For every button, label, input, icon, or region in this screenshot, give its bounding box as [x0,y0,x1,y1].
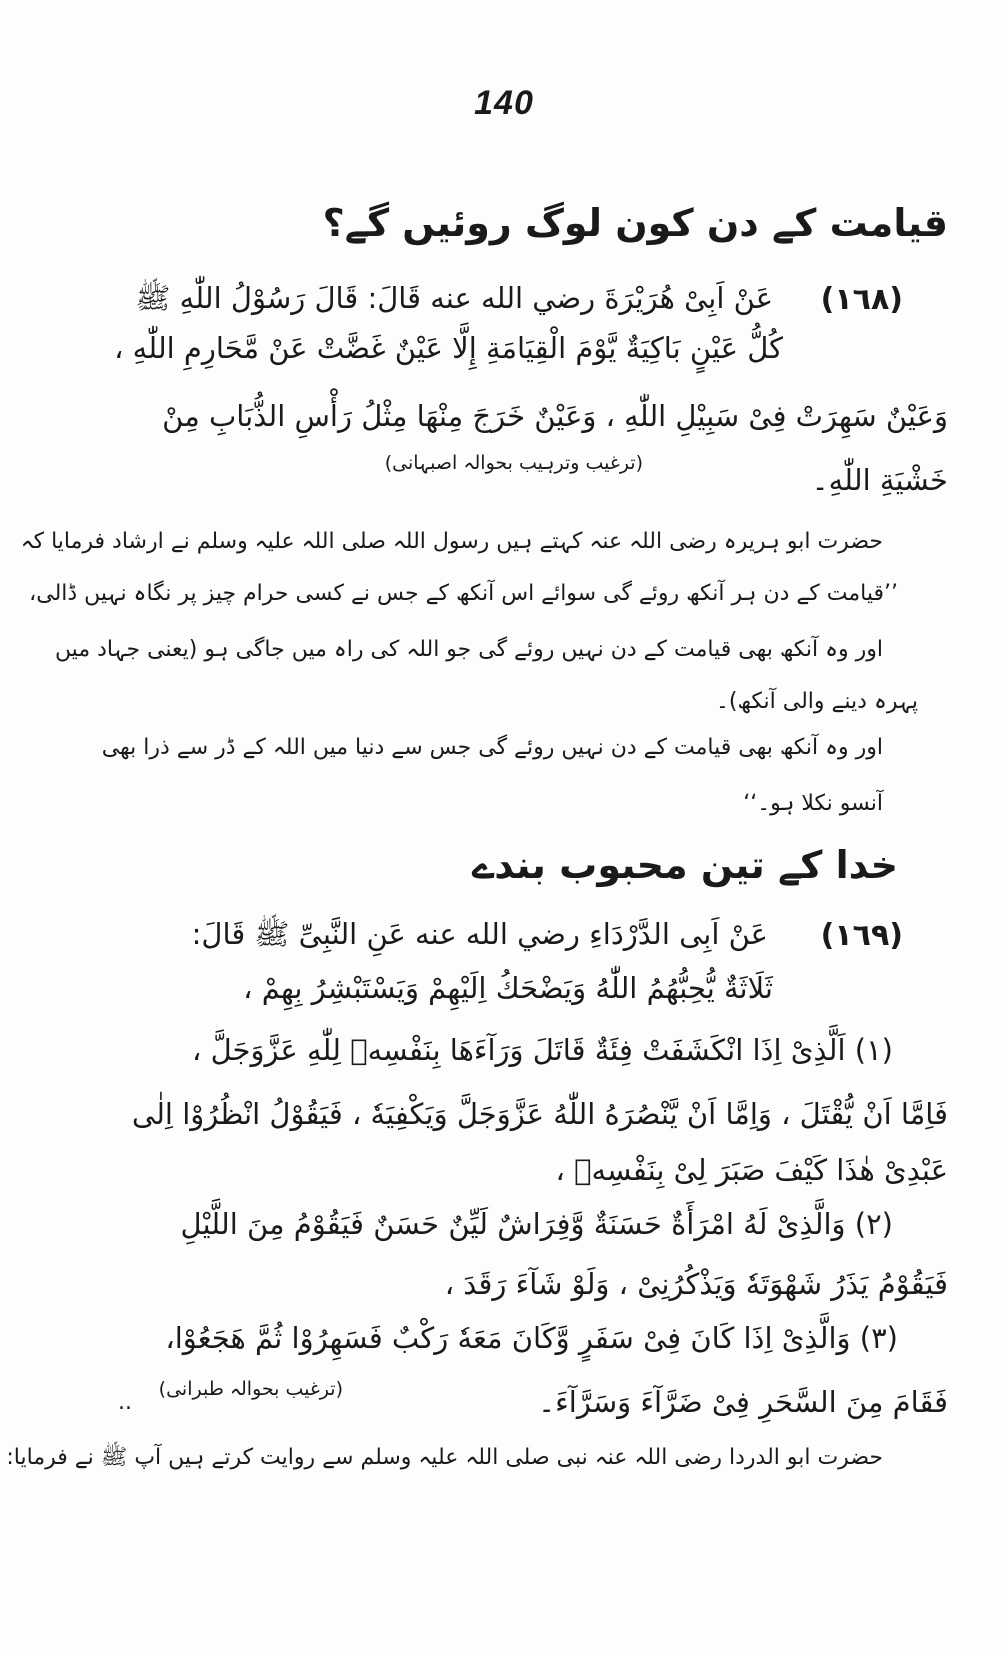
urdu-translation-line: اور وہ آنکھ بھی قیامت کے دن نہیں روئے گی جو اللہ کی راہ میں جاگی ہو (یعنی جہاد میں [54,637,883,662]
arabic-line: عَنْ اَبِی الدَّرْدَاءِ رضي الله عنه عَنِ النَّبِیِّ ﷺ قَالَ: [191,917,768,951]
arabic-line: وَعَیْنٌ سَهِرَتْ فِیْ سَبِیْلِ اللّٰهِ ، وَعَیْنٌ خَرَجَ مِنْهَا مِثْلُ رَأْسِ الذُّبَابِ مِنْ [162,399,948,433]
arabic-line: (١) اَلَّذِیْ اِذَا انْکَشَفَتْ فِئَةٌ قَاتَلَ وَرَآءَهَا بِنَفْسِهٖ لِلّٰهِ عَزَّوَجَلَّ ، [192,1033,893,1067]
arabic-line: (٢) وَالَّذِیْ لَهُ امْرَأَةٌ حَسَنَةٌ وَّفِرَاشٌ لَیِّنٌ حَسَنٌ فَیَقُوْمُ مِنَ اللَّیْلِ [180,1207,893,1241]
arabic-line: فَاِمَّا اَنْ یُّقْتَلَ ، وَاِمَّا اَنْ یَّنْصُرَهُ اللّٰهُ عَزَّوَجَلَّ وَیَکْفِیَهٗ ، فَیَقُوْلُ انْظُرُوْا اِلٰی [131,1097,948,1131]
page-number: 140 [474,84,534,122]
arabic-line: (٣) وَالَّذِیْ اِذَا کَانَ فِیْ سَفَرٍ وَّکَانَ مَعَهٗ رَکْبٌ فَسَهِرُوْا ثُمَّ هَجَعُوْا، [165,1321,898,1355]
arabic-line: فَیَقُوْمُ یَذَرُ شَهْوَتَهٗ وَیَذْکُرُنِیْ ، وَلَوْ شَآءَ رَقَدَ ، [444,1267,948,1301]
source-reference: (ترغیب بحوالہ طبرانی) [158,1378,343,1400]
source-reference: (ترغیب وترہیب بحوالہ اصبہانی) [384,452,643,474]
section-heading-2: خدا کے تین محبوب بندے [471,843,898,887]
section-heading-1: قیامت کے دن کون لوگ روئیں گے؟ [322,201,948,245]
hadith-number-169: (١٦٩) [820,918,903,953]
dots: .. [118,1390,132,1415]
arabic-line: ثَلَاثَةٌ یُّحِبُّهُمُ اللّٰهُ وَیَضْحَكُ اِلَیْهِمْ وَیَسْتَبْشِرُ بِهِمْ ، [243,971,773,1005]
arabic-line: فَقَامَ مِنَ السَّحَرِ فِیْ ضَرَّآءَ وَسَرَّآءَ۔ [538,1385,948,1419]
arabic-line: خَشْیَةِ اللّٰهِ۔ [811,463,948,497]
urdu-translation-line: پہرہ دینے والی آنکھ)۔ [715,689,918,714]
arabic-line: کُلُّ عَیْنٍ بَاکِیَةٌ یَّوْمَ الْقِیَامَةِ إِلَّا عَیْنٌ غَضَّتْ عَنْ مَّحَارِمِ اللّٰهِ ، [114,331,783,365]
urdu-translation-line: حضرت ابو الدردا رضی اللہ عنہ نبی صلی اللہ علیہ وسلم سے روایت کرتے ہیں آپ ﷺ نے فرمایا: [6,1445,883,1470]
urdu-translation-line: حضرت ابو ہریرہ رضی اللہ عنہ کہتے ہیں رسول اللہ صلی اللہ علیہ وسلم نے ارشاد فرمایا کہ [20,529,883,554]
urdu-translation-line: ’’قیامت کے دن ہر آنکھ روئے گی سوائے اس آنکھ کے جس نے کسی حرام چیز پر نگاہ نہیں ڈالی، [29,581,898,606]
hadith-number-168: (١٦٨) [820,282,903,317]
urdu-translation-line: آنسو نکلا ہو۔‘‘ [743,791,883,816]
urdu-translation-line: اور وہ آنکھ بھی قیامت کے دن نہیں روئے گی جس سے دنیا میں اللہ کے ڈر سے ذرا بھی [101,735,883,760]
arabic-line: عَنْ اَبِیْ هُرَیْرَةَ رضي الله عنه قَالَ: قَالَ رَسُوْلُ اللّٰهِ ﷺ [135,281,773,315]
arabic-line: عَبْدِیْ هٰذَا کَیْفَ صَبَرَ لِیْ بِنَفْسِهٖ ، [555,1153,948,1187]
